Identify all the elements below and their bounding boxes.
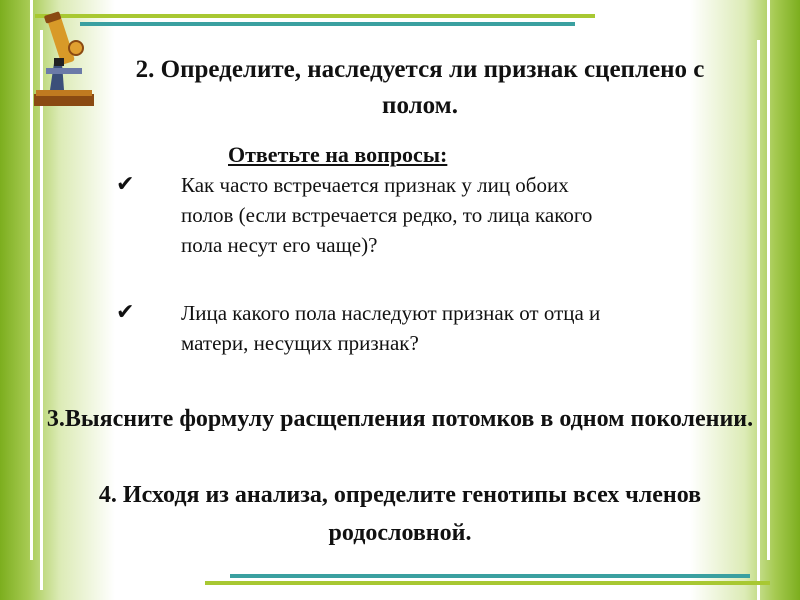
questions-heading: Ответьте на вопросы:: [228, 142, 448, 167]
bottom-line-teal: [230, 574, 750, 578]
checkmark-icon: ✔: [116, 300, 135, 325]
question-text: Как часто встречается признак у лиц обоих полов (если встречается редко, то лица какого пола несут его чаще)?: [181, 173, 593, 257]
step-3-text: 3.Выясните формулу расщепления потомков в одном поколении.: [46, 406, 754, 432]
microscope-icon: [28, 8, 98, 108]
step-4-text: 4. Исходя из анализа, определите генотипы всех членов родословной.: [98, 482, 702, 546]
frame-line-right-2: [767, 0, 770, 560]
question-item: [116, 298, 601, 393]
top-line-lime: [35, 14, 595, 18]
bottom-line-lime: [205, 581, 770, 585]
question-text: Лица какого пола наследуют признак от отца и матери, несущих признак?: [181, 301, 601, 355]
slide-title: 2. Определите, наследуется ли признак сцеплено с полом.: [135, 56, 705, 119]
top-line-teal: [80, 22, 575, 26]
question-item: [116, 170, 596, 295]
checkmark-icon: ✔: [116, 172, 135, 197]
